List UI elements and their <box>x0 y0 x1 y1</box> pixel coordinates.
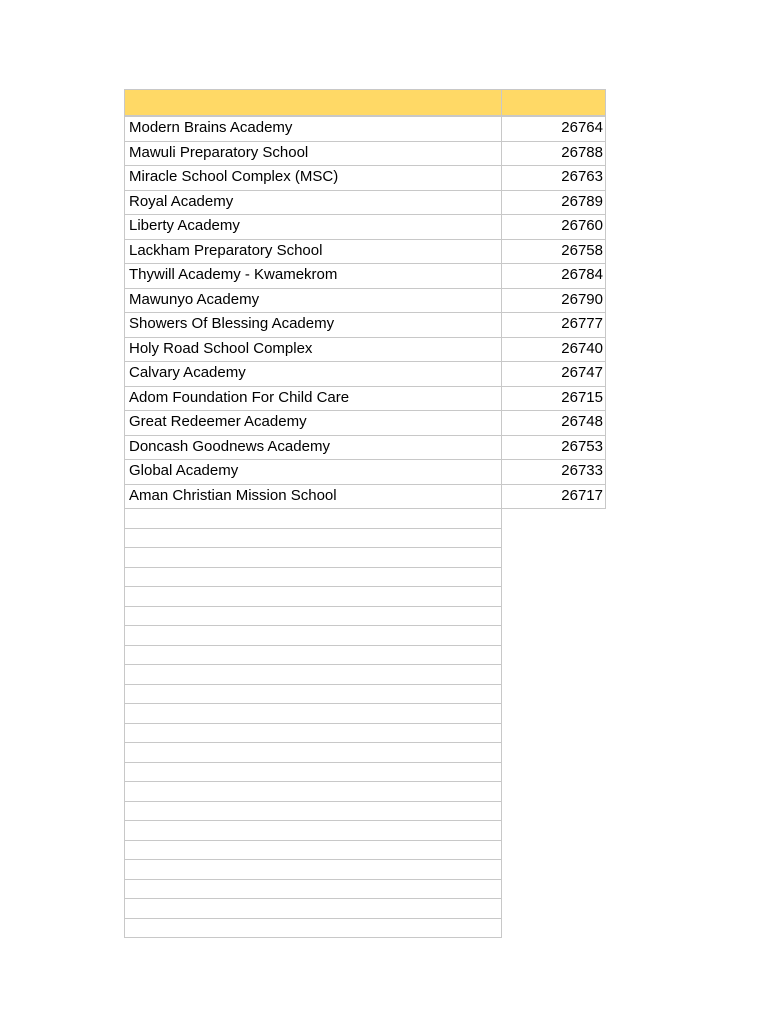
empty-cell <box>124 820 502 841</box>
empty-row <box>124 742 606 762</box>
table-row <box>124 165 606 190</box>
table-row <box>124 239 606 264</box>
school-code-cell: 26763 <box>501 165 606 191</box>
school-code-cell: 26760 <box>501 214 606 240</box>
school-name-cell: Great Redeemer Academy <box>124 410 502 436</box>
table-row <box>124 361 606 386</box>
empty-row <box>124 625 606 645</box>
empty-cell <box>124 703 502 724</box>
header-code-cell <box>501 89 606 116</box>
empty-cell <box>124 567 502 588</box>
table-row <box>124 386 606 411</box>
school-name-cell: Mawuli Preparatory School <box>124 141 502 167</box>
school-name-cell: Holy Road School Complex <box>124 337 502 363</box>
school-code-cell: 26753 <box>501 435 606 461</box>
table-row <box>124 435 606 460</box>
empty-cell <box>124 762 502 783</box>
empty-cell <box>124 508 502 529</box>
empty-row <box>124 703 606 723</box>
empty-cell <box>124 840 502 861</box>
school-name-cell: Showers Of Blessing Academy <box>124 312 502 338</box>
empty-row <box>124 781 606 801</box>
empty-row <box>124 840 606 860</box>
empty-row <box>124 723 606 743</box>
school-name-cell: Liberty Academy <box>124 214 502 240</box>
empty-cell <box>124 664 502 685</box>
table-row <box>124 288 606 313</box>
school-name-cell: Doncash Goodnews Academy <box>124 435 502 461</box>
table-row <box>124 484 606 509</box>
table-row <box>124 141 606 166</box>
empty-cell <box>124 859 502 880</box>
school-code-cell: 26777 <box>501 312 606 338</box>
empty-cell <box>124 801 502 822</box>
empty-row <box>124 898 606 918</box>
table-row <box>124 214 606 239</box>
school-name-cell: Global Academy <box>124 459 502 485</box>
table-row <box>124 312 606 337</box>
empty-row <box>124 879 606 899</box>
empty-cell <box>124 547 502 568</box>
school-name-cell: Thywill Academy - Kwamekrom <box>124 263 502 289</box>
school-name-cell: Mawunyo Academy <box>124 288 502 314</box>
empty-cell <box>124 528 502 549</box>
school-code-cell: 26789 <box>501 190 606 216</box>
table-body <box>124 116 606 508</box>
school-code-cell: 26717 <box>501 484 606 510</box>
school-code-cell: 26733 <box>501 459 606 485</box>
empty-row <box>124 664 606 684</box>
empty-row <box>124 547 606 567</box>
empty-row <box>124 762 606 782</box>
empty-cell <box>124 625 502 646</box>
school-name-cell: Calvary Academy <box>124 361 502 387</box>
school-code-cell: 26748 <box>501 410 606 436</box>
school-name-cell: Royal Academy <box>124 190 502 216</box>
empty-row <box>124 801 606 821</box>
empty-cell <box>124 684 502 705</box>
school-code-cell: 26788 <box>501 141 606 167</box>
school-code-cell: 26715 <box>501 386 606 412</box>
empty-row <box>124 528 606 548</box>
empty-row <box>124 684 606 704</box>
table-row <box>124 190 606 215</box>
school-name-cell: Lackham Preparatory School <box>124 239 502 265</box>
empty-row <box>124 859 606 879</box>
empty-cell <box>124 879 502 900</box>
school-name-cell: Modern Brains Academy <box>124 116 502 142</box>
school-code-cell: 26784 <box>501 263 606 289</box>
school-code-cell: 26747 <box>501 361 606 387</box>
school-name-cell: Miracle School Complex (MSC) <box>124 165 502 191</box>
empty-rows <box>124 508 606 937</box>
empty-cell <box>124 898 502 919</box>
empty-cell <box>124 645 502 666</box>
empty-row <box>124 508 606 528</box>
empty-row <box>124 586 606 606</box>
table-header-row <box>124 89 606 116</box>
table-row <box>124 337 606 362</box>
school-name-cell: Adom Foundation For Child Care <box>124 386 502 412</box>
school-table <box>124 89 606 937</box>
table-row <box>124 263 606 288</box>
empty-cell <box>124 586 502 607</box>
empty-row <box>124 606 606 626</box>
empty-row <box>124 645 606 665</box>
header-name-cell <box>124 89 502 116</box>
table-row <box>124 459 606 484</box>
empty-cell <box>124 781 502 802</box>
empty-row <box>124 567 606 587</box>
school-code-cell: 26758 <box>501 239 606 265</box>
empty-cell <box>124 606 502 627</box>
empty-cell <box>124 723 502 744</box>
school-code-cell: 26790 <box>501 288 606 314</box>
school-code-cell: 26740 <box>501 337 606 363</box>
school-name-cell: Aman Christian Mission School <box>124 484 502 510</box>
empty-cell <box>124 742 502 763</box>
empty-row <box>124 820 606 840</box>
table-row <box>124 116 606 141</box>
empty-row <box>124 918 606 938</box>
table-row <box>124 410 606 435</box>
school-code-cell: 26764 <box>501 116 606 142</box>
empty-cell <box>124 918 502 939</box>
